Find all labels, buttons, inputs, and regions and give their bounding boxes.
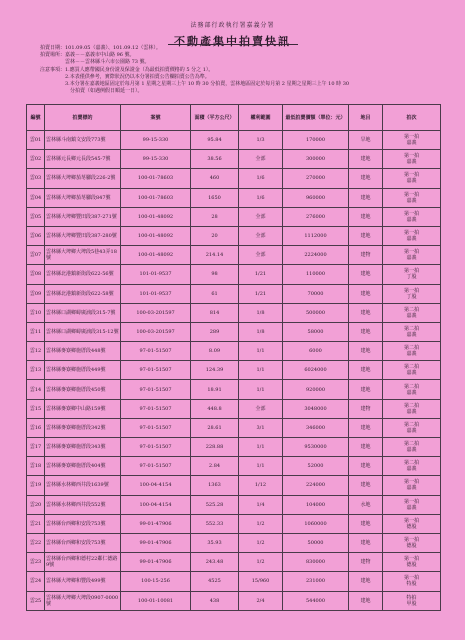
table-row xyxy=(27,457,441,476)
area: 243.48 xyxy=(191,553,239,572)
case-number: 97-01-51507 xyxy=(121,418,191,437)
auction-round: 特拍 甲股 xyxy=(383,591,441,610)
land-category: 建地 xyxy=(349,188,383,207)
case-number: 99-15-330 xyxy=(121,131,191,150)
property-location: 雲林縣斗南鎮文安段773號 xyxy=(45,131,121,150)
case-number: 100-01-48092 xyxy=(121,246,191,265)
auction-round: 第一拍 嘉義 xyxy=(383,150,441,169)
auction-table xyxy=(26,104,441,611)
row-number: 雲21 xyxy=(27,514,45,533)
land-category: 建物 xyxy=(349,553,383,572)
area: 438 xyxy=(191,591,239,610)
row-number: 雲07 xyxy=(27,246,45,265)
case-number: 97-01-51507 xyxy=(121,438,191,457)
property-location: 雲林縣北港鎮新街段622-56號 xyxy=(45,265,121,284)
area: 20 xyxy=(191,226,239,245)
area: 124.39 xyxy=(191,361,239,380)
ownership-share: 全部 xyxy=(239,399,283,418)
auction-round: 第一拍 嘉義 xyxy=(383,131,441,150)
ownership-share: 1/1 xyxy=(239,457,283,476)
table-row xyxy=(27,131,441,150)
property-location: 雲林縣元長鄉元長段545-7號 xyxy=(45,150,121,169)
row-number: 雲02 xyxy=(27,150,45,169)
minimum-price: 920000 xyxy=(283,380,349,399)
auction-round: 第一拍 嘉義 xyxy=(383,207,441,226)
row-number: 雲17 xyxy=(27,438,45,457)
property-location: 雲林縣大埤鄉和豐段499號 xyxy=(45,572,121,591)
column-header: 案號 xyxy=(121,105,191,131)
table-row xyxy=(27,246,441,265)
minimum-price: 300000 xyxy=(283,150,349,169)
minimum-price: 270000 xyxy=(283,169,349,188)
area: 28.61 xyxy=(191,418,239,437)
area: 35.93 xyxy=(191,533,239,552)
area: 4525 xyxy=(191,572,239,591)
land-category: 建地 xyxy=(349,361,383,380)
case-number: 100-01-48092 xyxy=(121,226,191,245)
minimum-price: 170000 xyxy=(283,131,349,150)
property-location: 雲林縣麥寮鄉中山路159號 xyxy=(45,399,121,418)
table-row xyxy=(27,438,441,457)
minimum-price: 830000 xyxy=(283,553,349,572)
minimum-price: 544000 xyxy=(283,591,349,610)
auction-round: 第二拍 嘉義 xyxy=(383,361,441,380)
case-number: 100-04-4154 xyxy=(121,495,191,514)
case-number: 100-15-256 xyxy=(121,572,191,591)
table-row xyxy=(27,342,441,361)
minimum-price: 58000 xyxy=(283,322,349,341)
auction-round: 第一拍 德股 xyxy=(383,533,441,552)
column-header: 面積（平方公尺） xyxy=(191,105,239,131)
ownership-share: 15/960 xyxy=(239,572,283,591)
auction-round: 第一拍 丁股 xyxy=(383,284,441,303)
auction-round: 第二拍 嘉義 xyxy=(383,303,441,322)
area: 2.84 xyxy=(191,457,239,476)
auction-round: 第二拍 嘉義 xyxy=(383,438,441,457)
row-number: 雲11 xyxy=(27,322,45,341)
area: 525.28 xyxy=(191,495,239,514)
land-category: 建地 xyxy=(349,265,383,284)
minimum-price: 6024000 xyxy=(283,361,349,380)
row-number: 雲03 xyxy=(27,169,45,188)
ownership-share: 1/1 xyxy=(239,361,283,380)
area: 448.8 xyxy=(191,399,239,418)
land-category: 建地 xyxy=(349,303,383,322)
table-row xyxy=(27,284,441,303)
case-number: 97-01-51507 xyxy=(121,342,191,361)
minimum-price: 231000 xyxy=(283,572,349,591)
table-row xyxy=(27,361,441,380)
column-header: 編號 xyxy=(27,105,45,131)
row-number: 雲23 xyxy=(27,553,45,572)
row-number: 雲05 xyxy=(27,207,45,226)
table-row xyxy=(27,399,441,418)
agency-name: 法務部行政執行署嘉義分署 xyxy=(190,22,275,29)
row-number: 雲09 xyxy=(27,284,45,303)
auction-round: 第一拍 嘉義 xyxy=(383,188,441,207)
row-number: 雲14 xyxy=(27,380,45,399)
table-row xyxy=(27,188,441,207)
table-row xyxy=(27,169,441,188)
info-line: 拍賣日期：101.09.05（嘉義）、101.09.12（雲林）。 xyxy=(40,45,161,51)
land-category: 建地 xyxy=(349,284,383,303)
property-location: 雲林縣台西鄉和安段753號 xyxy=(45,533,121,552)
ownership-share: 1/1 xyxy=(239,438,283,457)
info-line: 拍賣場所：嘉義－－嘉義市中山路 96 號。 xyxy=(40,52,135,58)
land-category: 旱地 xyxy=(349,131,383,150)
page-title: 不動產集中拍賣快訊 xyxy=(174,35,291,48)
case-number: 97-01-51507 xyxy=(121,457,191,476)
row-number: 雲25 xyxy=(27,591,45,610)
property-location: 雲林縣口湖鄉蟳廣湳段315-7號 xyxy=(45,303,121,322)
case-number: 101-01-9537 xyxy=(121,265,191,284)
auction-round: 第一拍 特股 xyxy=(383,572,441,591)
ownership-share: 1/2 xyxy=(239,514,283,533)
property-location: 雲林縣大埤鄉大埤段5巷43弄18號 xyxy=(45,246,121,265)
auction-round: 第一拍 德股 xyxy=(383,514,441,533)
case-number: 97-01-51507 xyxy=(121,361,191,380)
land-category: 建地 xyxy=(349,342,383,361)
area: 98 xyxy=(191,265,239,284)
title-underline xyxy=(168,44,298,45)
area: 38.56 xyxy=(191,150,239,169)
land-category: 建地 xyxy=(349,169,383,188)
land-category: 建地 xyxy=(349,226,383,245)
row-number: 雲06 xyxy=(27,226,45,245)
row-number: 雲08 xyxy=(27,265,45,284)
ownership-share: 1/6 xyxy=(239,188,283,207)
ownership-share: 全部 xyxy=(239,207,283,226)
minimum-price: 9530000 xyxy=(283,438,349,457)
row-number: 雲10 xyxy=(27,303,45,322)
case-number: 100-01-10081 xyxy=(121,591,191,610)
area: 814 xyxy=(191,303,239,322)
ownership-share: 1/4 xyxy=(239,495,283,514)
info-line: 注意事項：1.應買人應帶國民身份證及保證金（為最低拍賣價格的 5 分之 1）。 xyxy=(40,67,214,73)
ownership-share: 1/12 xyxy=(239,476,283,495)
case-number: 100-01-78603 xyxy=(121,169,191,188)
property-location: 雲林縣口湖鄉蟳廣湳段315-12號 xyxy=(45,322,121,341)
land-category: 建地 xyxy=(349,476,383,495)
property-location: 雲林縣麥寮鄉施厝段450號 xyxy=(45,380,121,399)
area: 1363 xyxy=(191,476,239,495)
land-category: 建物 xyxy=(349,399,383,418)
ownership-share: 1/21 xyxy=(239,284,283,303)
table-row xyxy=(27,514,441,533)
table-row xyxy=(27,150,441,169)
minimum-price: 52000 xyxy=(283,457,349,476)
property-location: 雲林縣麥寮鄉施厝段404號 xyxy=(45,457,121,476)
minimum-price: 2224000 xyxy=(283,246,349,265)
table-row xyxy=(27,207,441,226)
ownership-share: 1/3 xyxy=(239,131,283,150)
case-number: 99-15-330 xyxy=(121,150,191,169)
ownership-share: 1/2 xyxy=(239,533,283,552)
table-row xyxy=(27,476,441,495)
row-number: 雲16 xyxy=(27,418,45,437)
row-number: 雲24 xyxy=(27,572,45,591)
minimum-price: 224000 xyxy=(283,476,349,495)
area: 228.88 xyxy=(191,438,239,457)
table-row xyxy=(27,303,441,322)
case-number: 99-01-47906 xyxy=(121,514,191,533)
ownership-share: 1/1 xyxy=(239,380,283,399)
area: 95.84 xyxy=(191,131,239,150)
row-number: 雲19 xyxy=(27,476,45,495)
property-location: 雲林縣麥寮鄉施厝段342號 xyxy=(45,418,121,437)
land-category: 建地 xyxy=(349,438,383,457)
land-category: 建地 xyxy=(349,418,383,437)
ownership-share: 全部 xyxy=(239,246,283,265)
ownership-share: 1/1 xyxy=(239,342,283,361)
area: 1650 xyxy=(191,188,239,207)
area: 28 xyxy=(191,207,239,226)
case-number: 99-01-47906 xyxy=(121,533,191,552)
area: 460 xyxy=(191,169,239,188)
row-number: 雲13 xyxy=(27,361,45,380)
minimum-price: 276000 xyxy=(283,207,349,226)
case-number: 100-03-201597 xyxy=(121,322,191,341)
land-category: 建地 xyxy=(349,380,383,399)
ownership-share: 1/8 xyxy=(239,303,283,322)
area: 214.14 xyxy=(191,246,239,265)
info-line: 2.本表僅供參考，實際狀況仍以本分署拍賣公告欄拍賣公告為準。 xyxy=(40,74,210,80)
minimum-price: 1112000 xyxy=(283,226,349,245)
auction-round: 第二拍 嘉義 xyxy=(383,342,441,361)
table-row xyxy=(27,572,441,591)
land-category: 建地 xyxy=(349,207,383,226)
case-number: 100-01-48092 xyxy=(121,207,191,226)
minimum-price: 70000 xyxy=(283,284,349,303)
land-category: 建地 xyxy=(349,514,383,533)
auction-round: 第一拍 丁股 xyxy=(383,265,441,284)
land-category: 建地 xyxy=(349,150,383,169)
ownership-share: 2/4 xyxy=(239,591,283,610)
land-category: 建地 xyxy=(349,572,383,591)
info-line: 3.本分署在嘉義地區固定於每月第 1 星期之星期三上午 10 時 30 分拍賣，雲林地區固定於每月第 2 星期之星期三上午 10 時 30 xyxy=(40,81,350,87)
table-row xyxy=(27,591,441,610)
property-location: 雲林縣大埤鄉豐田段387-280號 xyxy=(45,226,121,245)
row-number: 雲18 xyxy=(27,457,45,476)
row-number: 雲01 xyxy=(27,131,45,150)
table-header-row xyxy=(27,105,441,131)
case-number: 100-03-201597 xyxy=(121,303,191,322)
table-row xyxy=(27,495,441,514)
minimum-price: 346000 xyxy=(283,418,349,437)
minimum-price: 6000 xyxy=(283,342,349,361)
property-location: 雲林縣大埤鄉豐田段387-271號 xyxy=(45,207,121,226)
auction-round: 第二拍 嘉義 xyxy=(383,418,441,437)
table-row xyxy=(27,533,441,552)
land-category: 建地 xyxy=(349,591,383,610)
auction-round: 第二拍 嘉義 xyxy=(383,380,441,399)
land-category: 建地 xyxy=(349,322,383,341)
auction-round: 第二拍 嘉義 xyxy=(383,322,441,341)
column-header: 地目 xyxy=(349,105,383,131)
ownership-share: 1/2 xyxy=(239,553,283,572)
area: 8.09 xyxy=(191,342,239,361)
property-location: 雲林縣大埤鄉茄苳腳段847號 xyxy=(45,188,121,207)
property-location: 雲林縣麥寮鄉施厝段448號 xyxy=(45,342,121,361)
case-number: 100-01-78603 xyxy=(121,188,191,207)
ownership-share: 3/1 xyxy=(239,418,283,437)
row-number: 雲20 xyxy=(27,495,45,514)
auction-round: 第一拍 嘉義 xyxy=(383,246,441,265)
property-location: 雲林縣大埤鄉大埤段0907-0000號 xyxy=(45,591,121,610)
case-number: 101-01-9537 xyxy=(121,284,191,303)
ownership-share: 1/6 xyxy=(239,169,283,188)
auction-round: 第一拍 嘉義 xyxy=(383,495,441,514)
property-location: 雲林縣大埤鄉茄苳腳段226-2號 xyxy=(45,169,121,188)
column-header: 拍次 xyxy=(383,105,441,131)
ownership-share: 全部 xyxy=(239,150,283,169)
table-row xyxy=(27,322,441,341)
ownership-share: 1/8 xyxy=(239,322,283,341)
auction-round: 第一拍 德股 xyxy=(383,553,441,572)
area: 18.91 xyxy=(191,380,239,399)
case-number: 100-04-4154 xyxy=(121,476,191,495)
table-row xyxy=(27,553,441,572)
property-location: 雲林縣水林鄉西井段1639號 xyxy=(45,476,121,495)
row-number: 雲04 xyxy=(27,188,45,207)
info-line: 雲林－－雲林縣斗六市公園路 73 號。 xyxy=(40,59,150,65)
land-category: 水地 xyxy=(349,495,383,514)
area: 61 xyxy=(191,284,239,303)
land-category: 建物 xyxy=(349,246,383,265)
column-header: 權利範圍 xyxy=(239,105,283,131)
property-location: 雲林縣水林鄉西井段552號 xyxy=(45,495,121,514)
auction-round: 第一拍 嘉義 xyxy=(383,476,441,495)
minimum-price: 110000 xyxy=(283,265,349,284)
property-location: 雲林縣麥寮鄉施厝段449號 xyxy=(45,361,121,380)
minimum-price: 500000 xyxy=(283,303,349,322)
land-category: 建地 xyxy=(349,457,383,476)
minimum-price: 104000 xyxy=(283,495,349,514)
case-number: 99-01-47906 xyxy=(121,553,191,572)
area: 552.33 xyxy=(191,514,239,533)
column-header: 最低拍賣價額（單位：元） xyxy=(283,105,349,131)
table-row xyxy=(27,226,441,245)
table-row xyxy=(27,380,441,399)
property-location: 雲林縣麥寮鄉施厝段343號 xyxy=(45,438,121,457)
auction-round: 第二拍 嘉義 xyxy=(383,399,441,418)
property-location: 雲林縣北港鎮新街段622-58號 xyxy=(45,284,121,303)
row-number: 雲12 xyxy=(27,342,45,361)
minimum-price: 1060000 xyxy=(283,514,349,533)
row-number: 雲15 xyxy=(27,399,45,418)
info-line: 分拍賣（如遇例假日順延一日）。 xyxy=(40,88,143,94)
property-location: 雲林縣台西鄉和安段753號 xyxy=(45,514,121,533)
case-number: 97-01-51507 xyxy=(121,399,191,418)
minimum-price: 3048000 xyxy=(283,399,349,418)
table-row xyxy=(27,265,441,284)
ownership-share: 1/21 xyxy=(239,265,283,284)
area: 289 xyxy=(191,322,239,341)
row-number: 雲22 xyxy=(27,533,45,552)
table-row xyxy=(27,418,441,437)
column-header: 拍賣標的 xyxy=(45,105,121,131)
land-category: 建地 xyxy=(349,533,383,552)
ownership-share: 全部 xyxy=(239,226,283,245)
property-location: 雲林縣台西鄉和德村22鄰仁德路9號 xyxy=(45,553,121,572)
case-number: 97-01-51507 xyxy=(121,380,191,399)
minimum-price: 50000 xyxy=(283,533,349,552)
auction-round: 第二拍 嘉義 xyxy=(383,457,441,476)
auction-round: 第一拍 嘉義 xyxy=(383,169,441,188)
auction-round: 第一拍 嘉義 xyxy=(383,226,441,245)
minimum-price: 960000 xyxy=(283,188,349,207)
